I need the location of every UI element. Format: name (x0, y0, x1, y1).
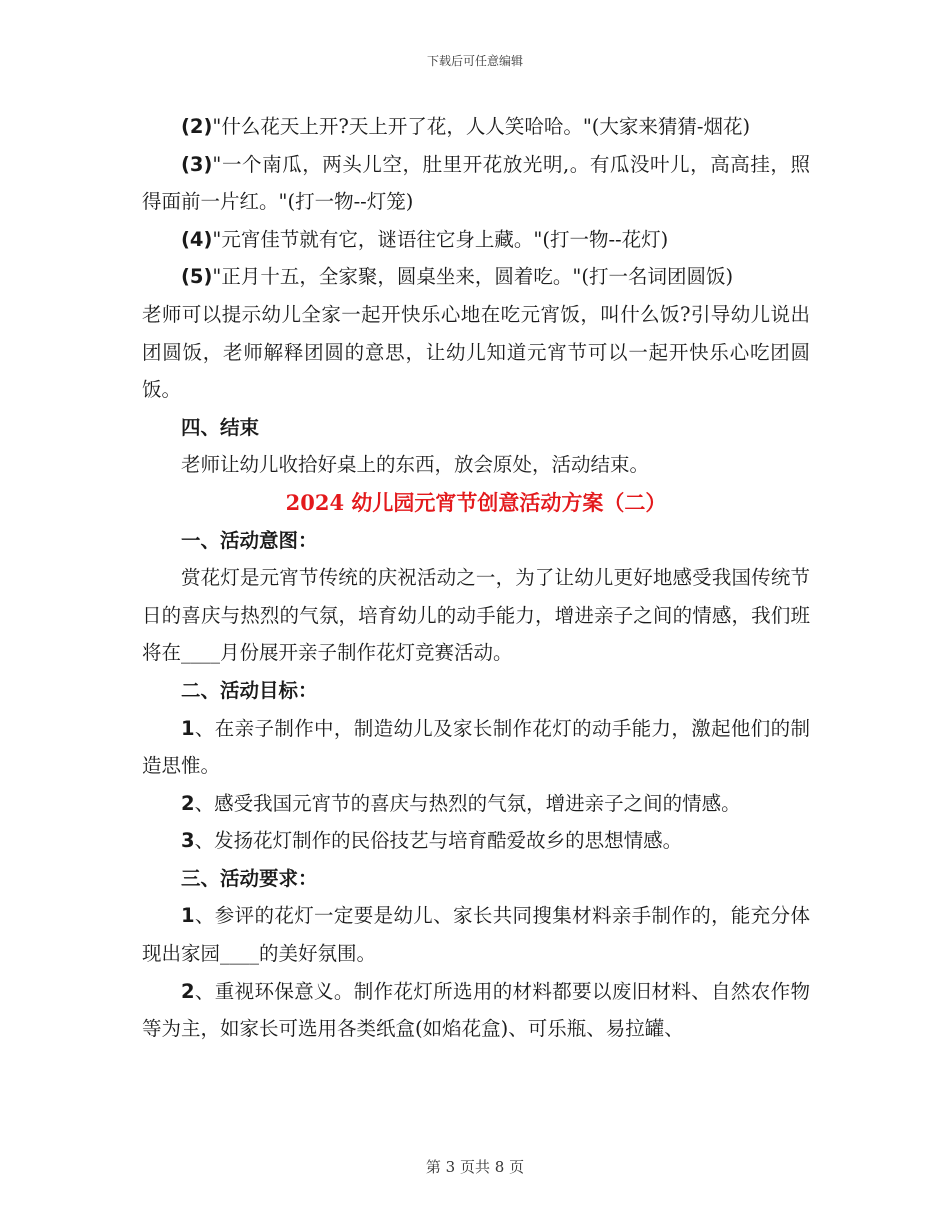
end-text: 老师让幼儿收拾好桌上的东西，放会原处，活动结束。 (181, 453, 650, 477)
goal-item (142, 785, 810, 823)
requirement-number: 1 (181, 904, 195, 928)
goal-item (142, 710, 810, 785)
goal-text: 、在亲子制作中，制造幼儿及家长制作花灯的动手能力，激起他们的制造思惟。 (142, 716, 810, 778)
goal-text: 、感受我国元宵节的喜庆与热烈的气氛，增进亲子之间的情感。 (194, 791, 741, 815)
riddle-3 (142, 146, 810, 221)
riddle-text: "什么花天上开?天上开了花，人人笑哈哈。"(大家来猜猜-烟花) (212, 115, 751, 138)
section-heading-requirements: 三、活动要求： (181, 866, 318, 890)
requirement-text: 、重视环保意义。制作花灯所选用的材料都要以废旧材料、自然农作物等为主，如家长可选用各类纸盒(如焰花盒)、可乐瓶、易拉罐、 (142, 979, 810, 1041)
riddle-number: (4) (181, 227, 213, 251)
goal-number: 3 (181, 829, 195, 853)
riddle-number: (2) (181, 115, 213, 138)
section-heading-intent: 一、活动意图： (181, 528, 318, 552)
riddle-text: "正月十五，全家聚，圆桌坐来，圆着吃。"(打一名词团圆饭) (212, 265, 734, 289)
riddle-4 (142, 221, 810, 259)
page-footer: 第 3 页共 8 页 (425, 1158, 525, 1176)
riddle-number: (3) (181, 152, 213, 176)
riddle-2 (142, 108, 810, 146)
requirement-text: 、参评的花灯一定要是幼儿、家长共同搜集材料亲手制作的，能充分体现出家园____的美好氛围。 (142, 904, 810, 966)
goal-number: 2 (181, 791, 195, 815)
plan-title: 2024 幼儿园元宵节创意活动方案（二） (285, 489, 667, 515)
goal-number: 1 (181, 716, 195, 740)
requirement-item (142, 897, 810, 972)
riddle-5 (142, 258, 810, 296)
intent-text: 赏花灯是元宵节传统的庆祝活动之一，为了让幼儿更好地感受我国传统节日的喜庆与热烈的气氛，培育幼儿的动手能力，增进亲子之间的情感，我们班将在____月份展开亲子制作花灯竞赛活动。 (142, 566, 810, 665)
riddle-number: (5) (181, 265, 213, 289)
requirement-item (142, 973, 810, 1048)
section-heading-end: 四、结束 (181, 415, 260, 439)
riddle-text: "一个南瓜，两头儿空，肚里开花放光明,。有瓜没叶儿，高高挂，照得面前一片红。"(打一物--灯笼) (142, 152, 810, 214)
requirement-number: 2 (181, 979, 195, 1003)
section-heading-goals: 二、活动目标： (181, 678, 318, 702)
document-body (142, 108, 810, 1048)
teacher-note: 老师可以提示幼儿全家一起开快乐心地在吃元宵饭，叫什么饭?引导幼儿说出团圆饭，老师解释团圆的意思，让幼儿知道元宵节可以一起开快乐心吃团圆饭。 (142, 302, 810, 402)
riddle-text: "元宵佳节就有它，谜语往它身上藏。"(打一物--花灯) (212, 227, 669, 251)
goal-item (142, 822, 810, 860)
page-header: 下载后可任意编辑 (426, 54, 523, 68)
goal-text: 、发扬花灯制作的民俗技艺与培育酷爱故乡的思想情感。 (194, 829, 683, 853)
